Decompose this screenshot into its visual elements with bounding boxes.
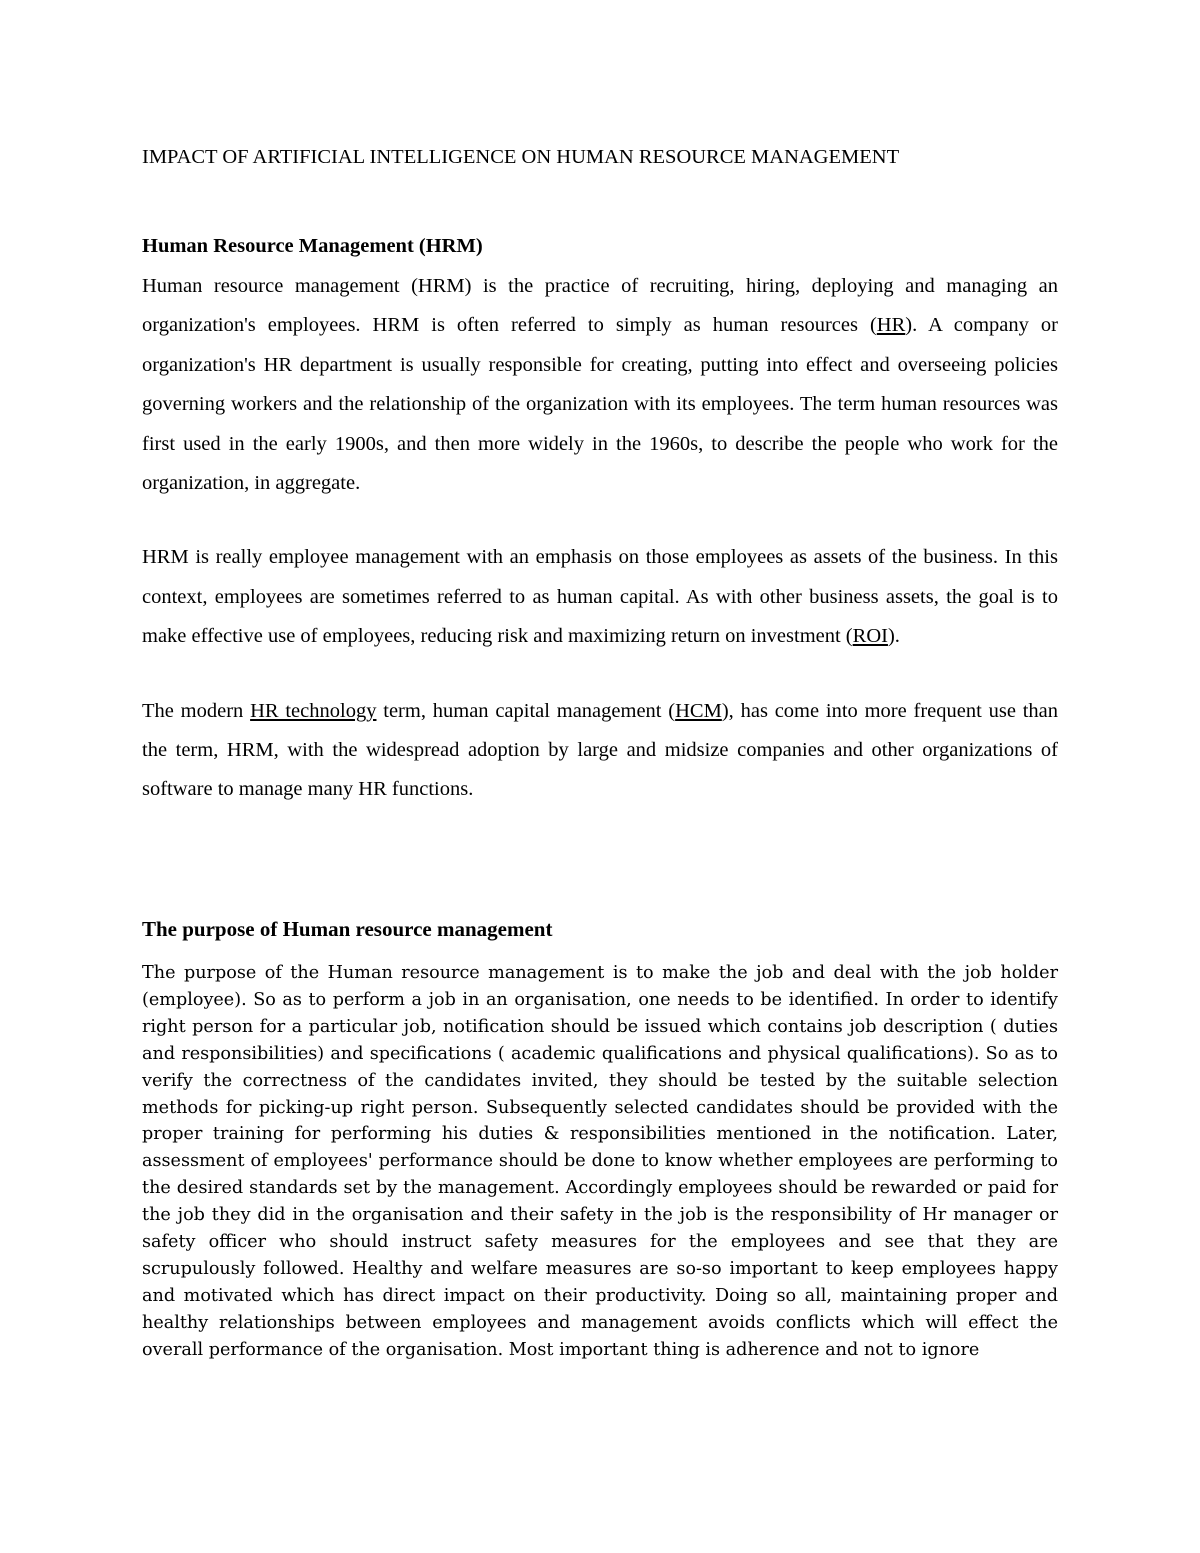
- roi-link[interactable]: ROI: [852, 625, 888, 648]
- hcm-link[interactable]: HCM: [675, 699, 722, 722]
- paragraph-2-text-a: HRM is really employee management with an emphasis on those employees as assets of the business. In this context, employees are sometimes referred to as human capital. As with other business assets, the goal is to make effective use of employees, reducing risk and maximizing return on investment (: [142, 546, 1058, 648]
- section-hrm-paragraph-2: [142, 538, 1058, 656]
- paragraph-3-text-a: The modern: [142, 699, 251, 722]
- section-hrm-paragraph-3: [142, 692, 1058, 810]
- section-hrm: [142, 225, 1058, 845]
- section-hrm-paragraph-1: [142, 267, 1058, 503]
- section-purpose: [142, 912, 1058, 1364]
- paragraph-2-text-b: ).: [887, 625, 900, 648]
- paragraph-1-text-a: Human resource management (HRM) is the practice of recruiting, hiring, deploying and managing an organization's employees. HRM is often referred to simply as human resources (: [142, 275, 1058, 337]
- section-purpose-heading: The purpose of Human resource management: [142, 917, 553, 941]
- section-purpose-paragraph: The purpose of the Human resource management is to make the job and deal with the job holder (employee). So as to perform a job in an organisation, one needs to be identified. In order to identify right person for a particular job, notification should be issued which contains job description ( duties and responsibilities) and specifications ( academic qualifications and physical qualifications). So as to verify the correctness of the candidates invited, they should be tested by the suitable selection methods for picking-up right person. Subsequently selected candidates should be provided with the proper training for performing his duties & responsibilities mentioned in the notification. Later, assessment of employees' performance should be done to know whether employees are performing to the desired standards set by the management. Accordingly employees should be rewarded or paid for the job they did in the organisation and their safety in the job is the responsibility of Hr manager or safety officer who should instruct safety measures for the employees and see that they are scrupulously followed. Healthy and welfare measures are so-so important to keep employees happy and motivated which has direct impact on their productivity. Doing so all, maintaining proper and healthy relationships between employees and management avoids conflicts which will effect the overall performance of the organisation. Most important thing is adherence and not to ignore: [142, 963, 1058, 1360]
- hr-link[interactable]: HR: [876, 314, 906, 337]
- paragraph-1-text-b: ). A company or organization's HR department is usually responsible for creating, putting into effect and overseeing policies governing workers and the relationship of the organization with its employees. The term human resources was first used in the early 1900s, and then more widely in the 1960s, to describe the people who work for the organization, in aggregate.: [142, 314, 1058, 495]
- paragraph-3-text-b: term, human capital management (: [376, 699, 676, 722]
- paragraph-3-text-c: ), has come into more frequent use than the term, HRM, with the widespread adoption by large and midsize companies and other organizations of software to manage many HR functions.: [142, 699, 1059, 801]
- section-hrm-heading: Human Resource Management (HRM): [142, 235, 483, 257]
- document-title: IMPACT OF ARTIFICIAL INTELLIGENCE ON HUMAN RESOURCE MANAGEMENT: [142, 146, 900, 168]
- hr-technology-link[interactable]: HR technology: [250, 699, 377, 722]
